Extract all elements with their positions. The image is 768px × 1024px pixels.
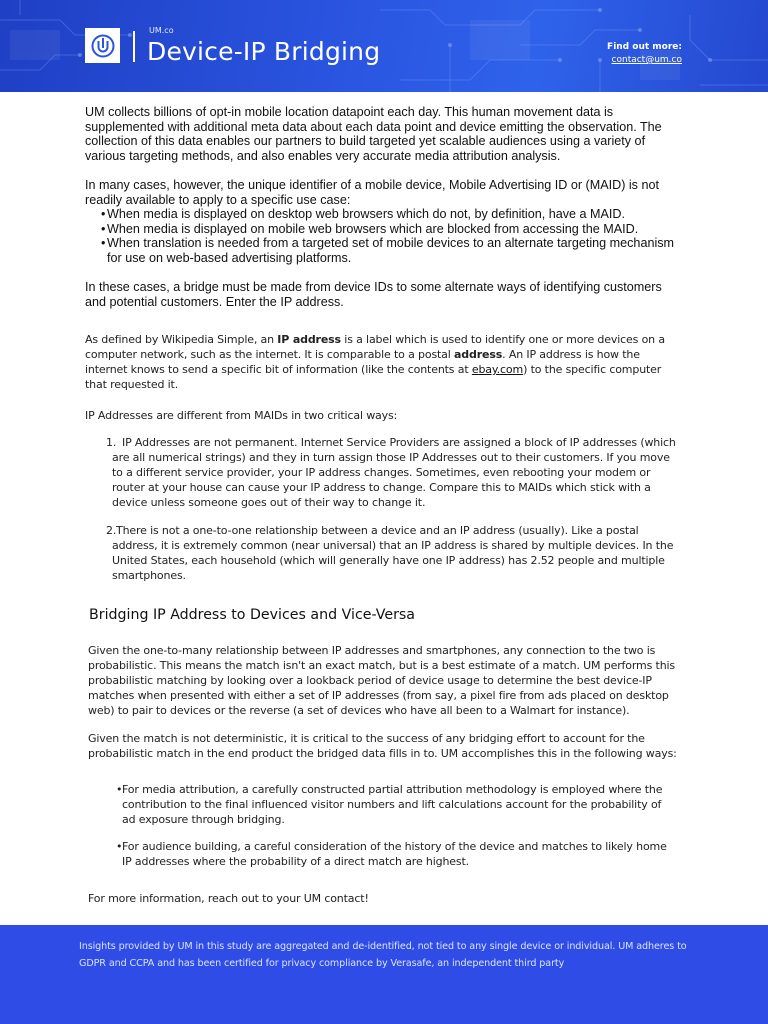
- intro-bullet-list: [85, 207, 685, 265]
- page-title: Device-IP Bridging: [147, 37, 381, 66]
- list-item: • For audience building, a careful consideration of the history of the device and matches to likely home IP addresses where the probability of a direct match are highest.: [116, 840, 667, 869]
- list-item: • For media attribution, a carefully constructed partial attribution methodology is employed where the contribution to the final influenced visitor numbers and lift calculations account for the probability of ad exposure through bridging.: [116, 783, 663, 827]
- bullet-icon: •: [116, 840, 123, 853]
- contact-block: [607, 41, 682, 67]
- intro-paragraph-2: In many cases, however, the unique identifier of a mobile device, Mobile Advertising ID or (MAID) is not readily available to apply to a specific use case: • When media is displayed on desktop web browsers which do not, by definition, have a MAID. • When media is displayed on mobile web browsers which are blocked from accessing the MAID. • When translation is needed from a targeted set of mobile devices to an alternate targeting mechanism for use on web-based advertising platforms.: [85, 178, 685, 266]
- bold-term: IP address: [277, 333, 341, 346]
- item-number: 1.: [106, 436, 117, 449]
- brand-name: UM.co: [149, 26, 174, 35]
- um-logo: [85, 28, 120, 63]
- bridging-paragraph-2: Given the match is not deterministic, it is critical to the success of any bridging effort to account for the probabilistic match in the end product the bridged data fills in to. UM accomplishes this in the following ways:: [88, 732, 677, 761]
- item-number: 2.: [106, 524, 117, 537]
- privacy-disclaimer: Insights provided by UM in this study are aggregated and de-identified, not tied to any single device or individual. UM adheres to GDPR and CCPA and has been certified for privacy compliance by Verasafe, an independent third party: [79, 941, 687, 970]
- bridging-paragraph-1: Given the one-to-many relationship between IP addresses and smartphones, any connection to the two is probabilistic. This means the match isn't an exact match, but is a best estimate of a match. UM performs this probabilistic matching by looking over a lookback period of device usage to determine the best device-IP matches when presented with either a set of IP addresses (from say, a pixel fire from ads placed on desktop web) to pair to devices or the reverse (a set of devices who have all been to a Walmart for instance).: [88, 644, 676, 718]
- list-item: • When translation is needed from a targeted set of mobile devices to an alternate targeting mechanism for use on web-based advertising platforms.: [85, 236, 685, 265]
- bullet-icon: •: [116, 783, 123, 796]
- contact-email-link[interactable]: contact@um.co: [611, 55, 682, 65]
- list-item: • When media is displayed on mobile web browsers which are blocked from accessing the MAID.: [85, 222, 685, 237]
- closing-line: For more information, reach out to your UM contact!: [88, 892, 369, 905]
- differences-intro: IP Addresses are different from MAIDs in two critical ways:: [85, 409, 398, 422]
- intro-paragraph-3: In these cases, a bridge must be made from device IDs to some alternate ways of identifying customers and potential customers. Enter the IP address.: [85, 280, 662, 309]
- footer-banner: [0, 925, 768, 1024]
- ip-definition-paragraph: As defined by Wikipedia Simple, an IP address is a label which is used to identify one or more devices on a computer network, such as the internet. It is comparable to a postal address. An IP address is how the internet knows to send a specific bit of information (like the contents at ebay.com) to the specific computer that requested it.: [85, 333, 665, 392]
- ebay-link[interactable]: ebay.com: [471, 363, 524, 377]
- header-divider: [133, 31, 135, 62]
- bold-term: address: [454, 348, 503, 362]
- intro-paragraph-1: UM collects billions of opt-in mobile location datapoint each day. This human movement data is supplemented with additional meta data about each data point and device emitting the observation. The collection of this data enables our partners to build targeted yet scalable audiences using a variety of various targeting methods, and also enables very accurate media attribution analysis.: [85, 105, 662, 163]
- list-item: • When media is displayed on desktop web browsers which do not, by definition, have a MAID.: [85, 207, 685, 222]
- um-logo-icon: [90, 33, 116, 59]
- section-heading: Bridging IP Address to Devices and Vice-Versa: [89, 607, 416, 623]
- list-item: 1. IP Addresses are not permanent. Internet Service Providers are assigned a block of IP addresses (which are all numerical strings) and they in turn assign those IP Addresses out to their customers. If you move to a different service provider, your IP address changes. Sometimes, even rebooting your modem or router at your house can cause your IP address to change. Compare this to MAIDs which stick with a device unless someone goes out of their way to change it.: [106, 436, 676, 510]
- find-out-label: Find out more:: [607, 42, 682, 52]
- header-banner: [0, 0, 768, 92]
- list-item: 2. There is not a one-to-one relationship between a device and an IP address (usually). Like a postal address, it is extremely common (near universal) that an IP address is shared by multiple devices. In the United States, each household (which will generally have one IP address) has 2.52 people and multiple smartphones.: [106, 524, 674, 583]
